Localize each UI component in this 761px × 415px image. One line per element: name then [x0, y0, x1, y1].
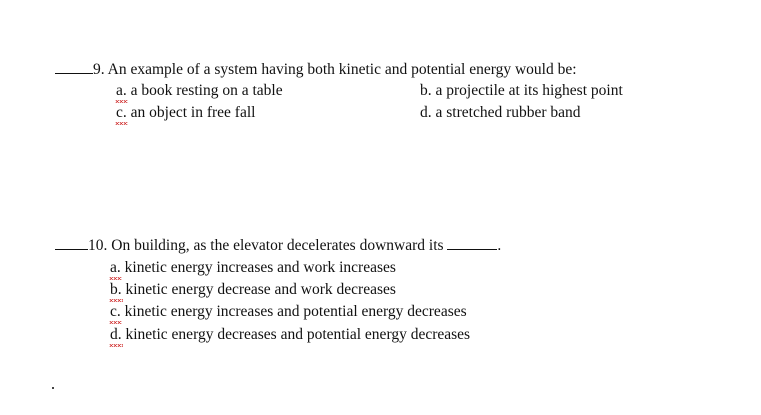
option-b	[110, 281, 396, 299]
option-b	[420, 82, 623, 100]
option-text: an object in free fall	[126, 104, 256, 121]
answer-blank[interactable]	[55, 60, 93, 74]
option-letter: a.	[110, 259, 121, 276]
question-stem-end: .	[497, 237, 502, 254]
option-d	[420, 104, 581, 122]
option-d	[110, 326, 470, 344]
option-text: kinetic energy decrease and work decreases	[121, 281, 396, 298]
option-text: a book resting on a table	[126, 82, 283, 99]
answer-blank[interactable]	[55, 236, 88, 250]
option-text: kinetic energy increases and work increases	[120, 259, 396, 276]
question-stem: 9. An example of a system having both kinetic and potential energy would be:	[93, 61, 577, 78]
option-text: a stretched rubber band	[431, 104, 581, 121]
option-a	[110, 259, 396, 277]
question-10-stem-line	[55, 236, 501, 255]
question-stem: 10. On building, as the elevator decelerates downward its	[88, 237, 444, 254]
option-a	[116, 82, 283, 100]
option-text: kinetic energy increases and potential energy decreases	[120, 303, 467, 320]
option-letter: d.	[110, 326, 122, 343]
option-letter: a.	[116, 82, 127, 99]
option-letter: c.	[110, 303, 121, 320]
option-letter: c.	[116, 104, 127, 121]
option-letter: b.	[420, 82, 432, 99]
option-letter: d.	[420, 104, 432, 121]
inline-answer-blank[interactable]	[447, 236, 497, 250]
question-9-stem-line	[55, 60, 577, 79]
stray-dot	[52, 387, 54, 389]
option-text: a projectile at its highest point	[431, 82, 623, 99]
option-text: kinetic energy decreases and potential energy decreases	[121, 326, 471, 343]
option-c	[110, 303, 467, 321]
option-letter: b.	[110, 281, 122, 298]
option-c	[116, 104, 255, 122]
